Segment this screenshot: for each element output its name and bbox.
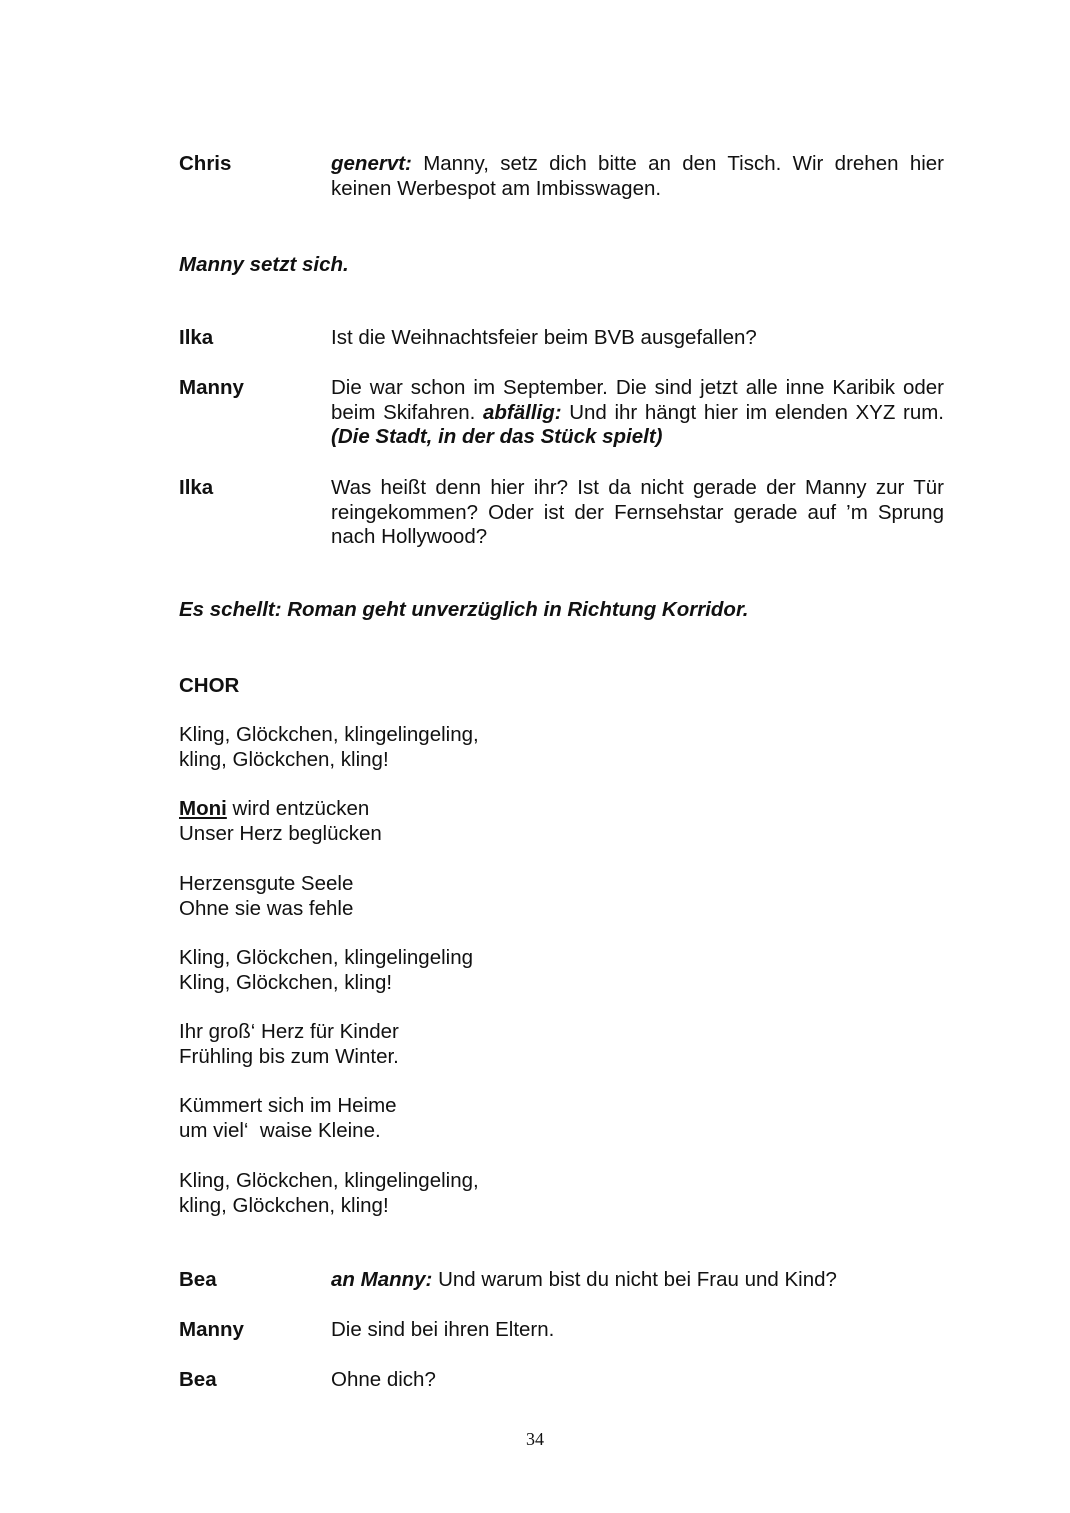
dialogue-line bbox=[179, 476, 944, 550]
speaker-name: Bea bbox=[179, 1268, 217, 1291]
speech-text: Ohne dich? bbox=[331, 1368, 436, 1391]
speech-text: Was heißt denn hier ihr? Ist da nicht gerade der Manny zur Tür reingekommen? Oder ist der Fernsehstar gerade auf ’m Sprung nach Hollywood? bbox=[331, 476, 944, 548]
speech-text bbox=[331, 376, 944, 450]
stage-direction: Es schellt: Roman geht unverzüglich in Richtung Korridor. bbox=[179, 598, 749, 621]
speech-text bbox=[331, 1268, 944, 1293]
speech-text bbox=[331, 152, 944, 201]
song-verse bbox=[179, 872, 353, 921]
speech-content: Und warum bist du nicht bei Frau und Kind? bbox=[432, 1268, 837, 1291]
dialogue-line bbox=[179, 1318, 944, 1343]
verse-line: Ihr groß‘ Herz für Kinder bbox=[179, 1020, 399, 1043]
verse-line: Frühling bis zum Winter. bbox=[179, 1044, 399, 1068]
speech-text: Ist die Weihnachtsfeier beim BVB ausgefallen? bbox=[331, 326, 757, 349]
speaker-name: Ilka bbox=[179, 476, 214, 499]
speaker-name: Bea bbox=[179, 1368, 217, 1391]
verse-line: Kling, Glöckchen, klingelingeling, bbox=[179, 723, 479, 746]
speech-text: Die sind bei ihren Eltern. bbox=[331, 1318, 555, 1341]
speech-content: Die war schon im September. Die sind jetzt alle inne Karibik oder beim Skifahren. bbox=[331, 376, 944, 424]
speaker-name: Chris bbox=[179, 152, 232, 175]
speech-content: Manny, setz dich bitte an den Tisch. Wir drehen hier keinen Werbespot am Imbisswagen. bbox=[331, 152, 944, 200]
verse-line: Kling, Glöckchen, klingelingeling bbox=[179, 946, 474, 969]
song-verse bbox=[179, 723, 479, 772]
verse-line: Unser Herz beglücken bbox=[179, 821, 382, 845]
dialogue-line bbox=[179, 376, 944, 450]
stage-direction-inline: genervt: bbox=[331, 152, 412, 175]
song-verse bbox=[179, 1169, 479, 1218]
dialogue-line bbox=[179, 152, 944, 201]
verse-line: Kümmert sich im Heime bbox=[179, 1094, 397, 1117]
stage-direction-inline: (Die Stadt, in der das Stück spielt) bbox=[331, 425, 663, 448]
verse-line bbox=[179, 797, 382, 822]
song-heading: CHOR bbox=[179, 674, 240, 697]
underlined-name: Moni bbox=[179, 797, 227, 820]
verse-line: kling, Glöckchen, kling! bbox=[179, 747, 389, 771]
speaker-name: Manny bbox=[179, 376, 244, 399]
speech-content: Und ihr hängt hier im elenden XYZ rum. bbox=[561, 400, 944, 424]
verse-line: Kling, Glöckchen, kling! bbox=[179, 970, 393, 994]
verse-line: kling, Glöckchen, kling! bbox=[179, 1193, 389, 1217]
verse-text: wird entzücken bbox=[226, 797, 370, 820]
speaker-name: Manny bbox=[179, 1318, 244, 1341]
verse-line: um viel‘ waise Kleine. bbox=[179, 1118, 381, 1142]
dialogue-line bbox=[179, 1368, 944, 1393]
verse-line: Ohne sie was fehle bbox=[179, 896, 354, 920]
verse-line: Herzensgute Seele bbox=[179, 872, 354, 895]
stage-direction: Manny setzt sich. bbox=[179, 253, 349, 276]
song-verse bbox=[179, 797, 382, 846]
stage-direction-inline: abfällig: bbox=[483, 400, 562, 424]
song-verse bbox=[179, 1020, 399, 1069]
speaker-name: Ilka bbox=[179, 326, 214, 349]
verse-line: Kling, Glöckchen, klingelingeling, bbox=[179, 1169, 479, 1192]
dialogue-line bbox=[179, 326, 944, 351]
dialogue-line bbox=[179, 1268, 944, 1293]
song-verse bbox=[179, 1094, 397, 1143]
stage-direction-inline: an Manny: bbox=[331, 1268, 433, 1291]
page-number: 34 bbox=[526, 1429, 544, 1449]
song-verse bbox=[179, 946, 473, 995]
